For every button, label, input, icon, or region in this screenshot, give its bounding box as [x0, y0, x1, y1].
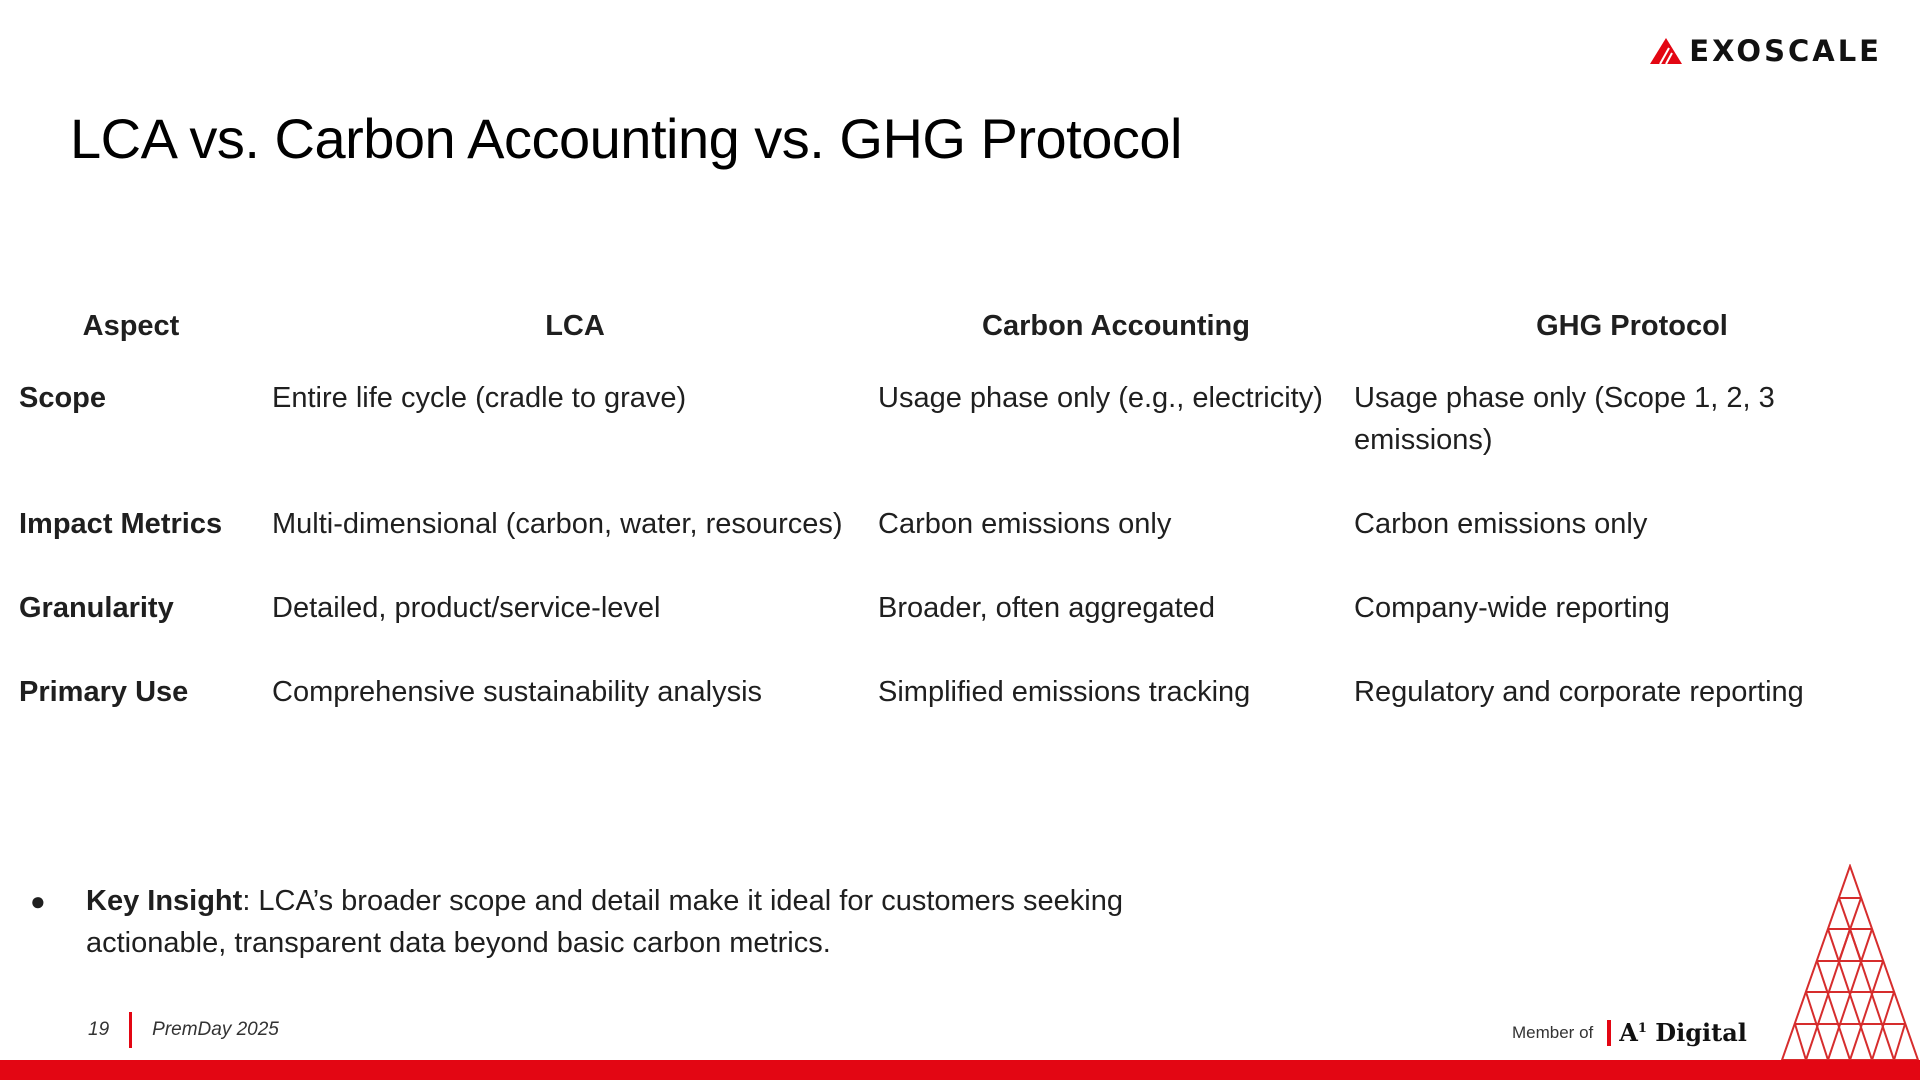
- a1-digital-logo: [1619, 1018, 1747, 1047]
- exoscale-logo: [1649, 34, 1882, 68]
- table-header-row: [0, 290, 1910, 377]
- table-cell: Regulatory and corporate reporting: [1354, 676, 1804, 708]
- footer: [88, 1012, 279, 1048]
- header-carbon-accounting: Carbon Accounting: [982, 310, 1250, 342]
- insight-label: Key Insight: [86, 885, 243, 917]
- table-cell: Carbon emissions only: [1354, 508, 1648, 540]
- member-divider: [1607, 1020, 1611, 1046]
- table-cell: Usage phase only (Scope 1, 2, 3 emissions): [1354, 382, 1775, 456]
- table-cell: Carbon emissions only: [878, 508, 1172, 540]
- row-label: Granularity: [19, 592, 174, 624]
- a1-mark: A: [1619, 1018, 1638, 1047]
- table-cell: Usage phase only (e.g., electricity): [878, 382, 1323, 414]
- logo-wordmark: EXOSCALE: [1689, 34, 1882, 68]
- insight-text: [86, 880, 1180, 964]
- table-row: [0, 377, 1910, 503]
- header-ghg-protocol: GHG Protocol: [1536, 310, 1728, 342]
- table-row: [0, 587, 1910, 671]
- bullet-icon: ●: [30, 886, 46, 916]
- header-lca: LCA: [545, 310, 605, 342]
- exoscale-mark-icon: [1649, 37, 1683, 65]
- row-label: Scope: [19, 382, 107, 414]
- a1-sup: 1: [1637, 1021, 1647, 1036]
- comparison-table: [0, 290, 1910, 755]
- table-row: [0, 671, 1910, 755]
- table-cell: Detailed, product/service-level: [272, 592, 661, 624]
- member-label: Member of: [1512, 1022, 1594, 1042]
- bottom-accent-bar: [0, 1060, 1920, 1080]
- table-cell: Broader, often aggregated: [878, 592, 1215, 624]
- insight-body: : LCA’s broader scope and detail make it ideal for customers seeking actionable, transparent data beyond basic carbon metrics.: [86, 885, 1123, 959]
- a1-wordmark: Digital: [1655, 1018, 1747, 1047]
- table-cell: Simplified emissions tracking: [878, 676, 1251, 708]
- member-badge: [1512, 1018, 1747, 1047]
- table-cell: Company-wide reporting: [1354, 592, 1670, 624]
- footer-divider: [129, 1012, 132, 1048]
- table-cell: Entire life cycle (cradle to grave): [272, 382, 687, 414]
- row-label: Primary Use: [19, 676, 189, 708]
- table-cell: Comprehensive sustainability analysis: [272, 676, 763, 708]
- key-insight: [30, 880, 1180, 964]
- pyramid-pattern-icon: [1740, 864, 1920, 1060]
- event-name: PremDay 2025: [152, 1019, 279, 1040]
- table-cell: Multi-dimensional (carbon, water, resources): [272, 508, 843, 540]
- page-number: 19: [88, 1019, 110, 1040]
- slide-title: LCA vs. Carbon Accounting vs. GHG Protocol: [70, 107, 1182, 170]
- table-row: [0, 503, 1910, 587]
- header-aspect: Aspect: [82, 310, 180, 342]
- row-label: Impact Metrics: [19, 508, 223, 540]
